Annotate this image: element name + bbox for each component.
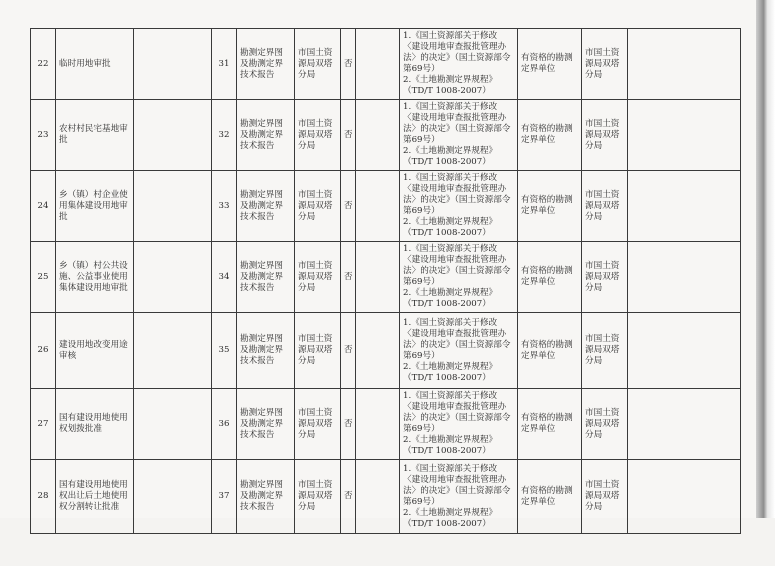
legal-basis (400, 29, 518, 100)
table-row (31, 171, 741, 242)
material-name: 勘测定界图及勘测定界技术报告 (237, 313, 295, 389)
handling-agency: 市国土资源局双塔分局 (582, 171, 628, 242)
required-flag: 否 (341, 389, 356, 460)
blank-cell (134, 29, 212, 100)
row-number: 28 (31, 460, 56, 534)
material-number: 31 (212, 29, 237, 100)
item-name: 乡（镇）村企业使用集体建设用地审批 (56, 171, 134, 242)
handling-agency: 市国土资源局双塔分局 (582, 389, 628, 460)
required-flag: 否 (341, 100, 356, 171)
material-number: 32 (212, 100, 237, 171)
provider-unit: 有资格的勘测定界单位 (518, 171, 582, 242)
blank-cell (628, 313, 741, 389)
blank-cell (134, 242, 212, 313)
handling-agency: 市国土资源局双塔分局 (582, 313, 628, 389)
blank-cell (134, 313, 212, 389)
legal-reference: 2.《土地勘测定界规程》（TD/T 1008-2007） (403, 217, 498, 238)
blank-cell (134, 171, 212, 242)
legal-reference: 2.《土地勘测定界规程》（TD/T 1008-2007） (403, 507, 498, 529)
legal-basis (400, 389, 518, 460)
table-row (31, 100, 741, 171)
required-flag: 否 (341, 460, 356, 534)
provider-unit: 有资格的勘测定界单位 (518, 242, 582, 313)
legal-reference: 2.《土地勘测定界规程》（TD/T 1008-2007） (403, 361, 498, 383)
services-table (30, 28, 741, 534)
legal-reference: 1.《国土资源部关于修改〈建设用地审查报批管理办法〉的决定》（国土资源部令第69号） (403, 317, 511, 361)
blank-cell (628, 242, 741, 313)
legal-reference: 2.《土地勘测定界规程》（TD/T 1008-2007） (403, 288, 498, 309)
blank-cell (628, 100, 741, 171)
responsible-dept: 市国土资源局双塔分局 (295, 171, 341, 242)
provider-unit: 有资格的勘测定界单位 (518, 29, 582, 100)
row-number: 22 (31, 29, 56, 100)
legal-reference: 1.《国土资源部关于修改〈建设用地审查报批管理办法〉的决定》（国土资源部令第69号） (403, 173, 511, 216)
material-name: 勘测定界图及勘测定界技术报告 (237, 29, 295, 100)
handling-agency: 市国土资源局双塔分局 (582, 242, 628, 313)
legal-reference: 2.《土地勘测定界规程》（TD/T 1008-2007） (403, 146, 498, 167)
row-number: 24 (31, 171, 56, 242)
material-number: 33 (212, 171, 237, 242)
legal-basis (400, 100, 518, 171)
legal-basis (400, 242, 518, 313)
material-name: 勘测定界图及勘测定界技术报告 (237, 171, 295, 242)
blank-cell (628, 29, 741, 100)
legal-basis (400, 460, 518, 534)
item-name: 临时用地审批 (56, 29, 134, 100)
material-number: 34 (212, 242, 237, 313)
legal-reference: 2.《土地勘测定界规程》（TD/T 1008-2007） (403, 435, 498, 456)
legal-basis (400, 313, 518, 389)
item-name: 国有建设用地使用权划拨批准 (56, 389, 134, 460)
page-edge-shadow (756, 0, 775, 518)
required-flag: 否 (341, 242, 356, 313)
legal-reference: 1.《国土资源部关于修改〈建设用地审查报批管理办法〉的决定》（国土资源部令第69号） (403, 102, 511, 145)
blank-cell (356, 242, 400, 313)
legal-reference: 1.《国土资源部关于修改〈建设用地审查报批管理办法〉的决定》（国土资源部令第69号） (403, 391, 511, 434)
table-row (31, 29, 741, 100)
blank-cell (628, 171, 741, 242)
material-name: 勘测定界图及勘测定界技术报告 (237, 100, 295, 171)
material-name: 勘测定界图及勘测定界技术报告 (237, 389, 295, 460)
blank-cell (134, 100, 212, 171)
provider-unit: 有资格的勘测定界单位 (518, 313, 582, 389)
handling-agency: 市国土资源局双塔分局 (582, 100, 628, 171)
material-name: 勘测定界图及勘测定界技术报告 (237, 460, 295, 534)
item-name: 国有建设用地使用权出让后土地使用权分割转让批准 (56, 460, 134, 534)
blank-cell (134, 389, 212, 460)
blank-cell (134, 460, 212, 534)
responsible-dept: 市国土资源局双塔分局 (295, 389, 341, 460)
responsible-dept: 市国土资源局双塔分局 (295, 313, 341, 389)
row-number: 25 (31, 242, 56, 313)
item-name: 建设用地改变用途审核 (56, 313, 134, 389)
handling-agency: 市国土资源局双塔分局 (582, 460, 628, 534)
legal-basis (400, 171, 518, 242)
responsible-dept: 市国土资源局双塔分局 (295, 242, 341, 313)
responsible-dept: 市国土资源局双塔分局 (295, 460, 341, 534)
blank-cell (356, 313, 400, 389)
row-number: 23 (31, 100, 56, 171)
blank-cell (356, 389, 400, 460)
item-name: 乡（镇）村公共设施、公益事业使用集体建设用地审批 (56, 242, 134, 313)
responsible-dept: 市国土资源局双塔分局 (295, 100, 341, 171)
blank-cell (628, 460, 741, 534)
table-row (31, 313, 741, 389)
blank-cell (356, 29, 400, 100)
required-flag: 否 (341, 29, 356, 100)
blank-cell (356, 100, 400, 171)
responsible-dept: 市国土资源局双塔分局 (295, 29, 341, 100)
blank-cell (628, 389, 741, 460)
material-number: 35 (212, 313, 237, 389)
material-name: 勘测定界图及勘测定界技术报告 (237, 242, 295, 313)
legal-reference: 1.《国土资源部关于修改〈建设用地审查报批管理办法〉的决定》（国土资源部令第69号） (403, 463, 511, 507)
blank-cell (356, 460, 400, 534)
legal-reference: 2.《土地勘测定界规程》（TD/T 1008-2007） (403, 75, 498, 96)
item-name: 农村村民宅基地审批 (56, 100, 134, 171)
table-row (31, 389, 741, 460)
provider-unit: 有资格的勘测定界单位 (518, 389, 582, 460)
blank-cell (356, 171, 400, 242)
table-row (31, 242, 741, 313)
legal-reference: 1.《国土资源部关于修改〈建设用地审查报批管理办法〉的决定》（国土资源部令第69号） (403, 31, 511, 74)
required-flag: 否 (341, 313, 356, 389)
legal-reference: 1.《国土资源部关于修改〈建设用地审查报批管理办法〉的决定》（国土资源部令第69号） (403, 244, 511, 287)
provider-unit: 有资格的勘测定界单位 (518, 100, 582, 171)
required-flag: 否 (341, 171, 356, 242)
row-number: 26 (31, 313, 56, 389)
handling-agency: 市国土资源局双塔分局 (582, 29, 628, 100)
provider-unit: 有资格的勘测定界单位 (518, 460, 582, 534)
material-number: 37 (212, 460, 237, 534)
table-row (31, 460, 741, 534)
material-number: 36 (212, 389, 237, 460)
row-number: 27 (31, 389, 56, 460)
